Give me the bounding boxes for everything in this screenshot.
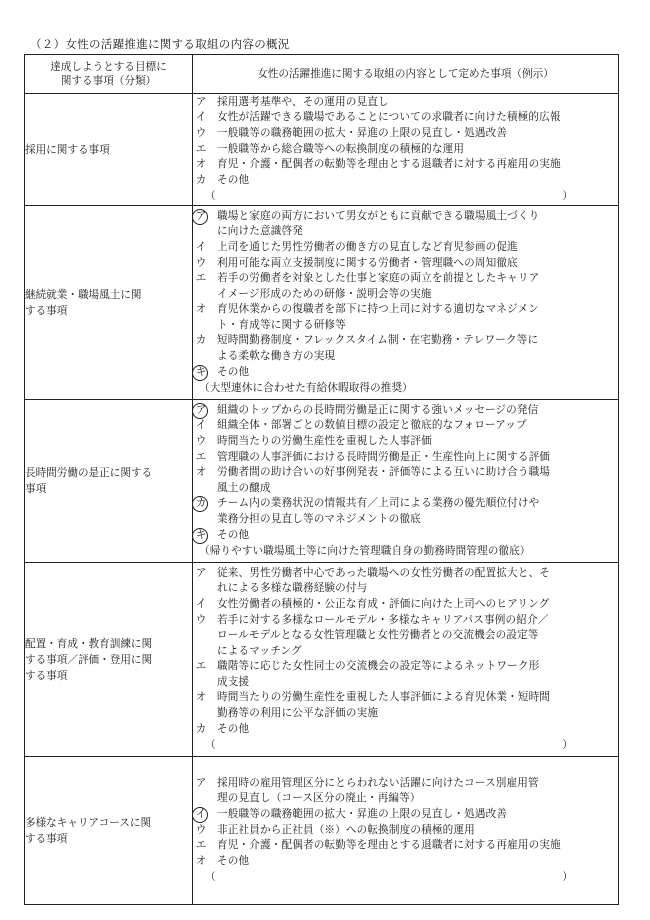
- item-text: [217, 807, 618, 823]
- item-letter-text: ア: [195, 403, 207, 416]
- circled-letter: [193, 209, 209, 225]
- measure-item: [193, 95, 618, 111]
- item-letter: [193, 838, 209, 854]
- item-letter: [193, 256, 209, 272]
- table-header-row: [25, 55, 619, 94]
- measure-item: [193, 450, 618, 466]
- item-letter: [193, 142, 209, 158]
- item-letter-text: ウ: [195, 435, 207, 448]
- measure-item: [193, 110, 618, 126]
- measures-cell: [193, 757, 619, 905]
- other-note-blank: [193, 737, 573, 753]
- category-line: 採用に関する事項: [25, 143, 110, 156]
- circled-letter: [193, 403, 209, 419]
- item-line: 短時間勤務制度・フレックスタイム制・在宅勤務・テレワーク等に: [217, 334, 539, 347]
- item-text: [217, 209, 618, 240]
- measure-item: [193, 613, 618, 660]
- item-letter-text: イ: [195, 419, 207, 432]
- measure-item: [193, 256, 618, 272]
- category-line: 配置・育成・教育訓練に関: [25, 637, 153, 650]
- measure-item: [193, 173, 618, 189]
- other-note-blank: [193, 188, 573, 204]
- item-line: 職場と家庭の両方において男女がともに貢献できる職場風土づくり: [217, 209, 540, 222]
- item-text: [217, 157, 618, 173]
- category-cell: [25, 206, 193, 400]
- header-category-line: 関する事項（分類）: [60, 75, 157, 87]
- item-letter-text: オ: [195, 691, 207, 704]
- other-note-text: （帰りやすい職場風土等に向けた管理職自身の勤務時間管理の徹底）: [199, 545, 531, 558]
- item-line: 一般職等の職務範囲の拡大・昇進の上限の見直し・処遇改善: [217, 807, 508, 820]
- item-text: [217, 823, 618, 839]
- measure-item: [193, 418, 618, 434]
- item-line: 利用可能な両立支援制度に関する労働者・管理職への周知徹底: [217, 256, 518, 269]
- item-line: 職階等に応じた女性同士の交流機会の設定等によるネットワーク形: [217, 660, 540, 673]
- category-line: 長時間労働の是正に関する: [25, 467, 153, 479]
- item-text: [217, 365, 618, 381]
- item-letter-text: キ: [195, 528, 207, 541]
- item-letter-text: オ: [195, 158, 207, 171]
- item-letter: [193, 271, 209, 287]
- measure-item: [193, 209, 618, 240]
- item-line: 時間当たりの労働生産性を重視した人事評価: [217, 435, 432, 448]
- category-line: する事項: [25, 669, 68, 682]
- item-line: その他: [217, 173, 250, 186]
- header-category-cell: [25, 55, 193, 94]
- selection-circle-icon: [192, 496, 208, 512]
- item-line: ロールモデルとなる女性管理職と女性労働者との交流機会の設定等: [217, 629, 539, 642]
- measure-item: [193, 528, 618, 544]
- item-line: その他: [217, 722, 250, 735]
- item-text: [217, 659, 618, 690]
- item-letter: [193, 302, 209, 318]
- item-text: [217, 256, 618, 272]
- circled-letter: [193, 365, 209, 381]
- selection-circle-icon: [192, 403, 208, 419]
- item-letter: [193, 722, 209, 738]
- item-letter: [193, 776, 209, 792]
- item-line: 非正社員から正社員（※）への転換制度の積極的運用: [217, 823, 475, 836]
- item-line: 風土の醸成: [217, 481, 271, 494]
- note-close-paren: ）: [562, 190, 573, 203]
- item-line: 業務分担の見直し等のマネジメントの徹底: [217, 512, 421, 525]
- measure-item: [193, 240, 618, 256]
- category-line: する事項: [25, 304, 68, 317]
- measure-item: [193, 838, 618, 854]
- item-text: [217, 126, 618, 142]
- selection-circle-icon: [192, 209, 208, 225]
- item-text: [217, 110, 618, 126]
- measure-item: [193, 776, 618, 807]
- item-text: [217, 450, 618, 466]
- measure-item: [193, 659, 618, 690]
- item-line: 採用選考基準や、その運用の見直し: [217, 95, 389, 108]
- item-line: 若手に対する多様なロールモデル・多様なキャリアパス事例の紹介／: [217, 613, 549, 626]
- item-line: 一般職等から総合職等への転換制度の積極的な運用: [217, 142, 465, 155]
- item-text: [217, 240, 618, 256]
- item-letter: [193, 333, 209, 349]
- measure-item: [193, 365, 618, 381]
- measure-item: [193, 823, 618, 839]
- item-line: によるマッチング: [217, 644, 302, 657]
- item-letter: [193, 823, 209, 839]
- item-text: [217, 333, 618, 364]
- item-line: 女性が活躍できる職場であることについての求職者に向けた積極的広報: [217, 111, 561, 124]
- item-line: よる柔軟な働き方の実現: [217, 350, 336, 363]
- item-letter-text: カ: [195, 334, 207, 347]
- item-text: [217, 566, 618, 597]
- item-line: 従来、男性労働者中心であった職場への女性労働者の配置拡大と、そ: [217, 566, 550, 579]
- item-line: 勤務等の利用に公平な評価の実施: [217, 707, 379, 720]
- measure-item: [193, 597, 618, 613]
- measure-item: [193, 690, 618, 721]
- selection-circle-icon: [192, 528, 208, 544]
- item-text: [217, 95, 618, 111]
- item-line: 育児・介護・配偶者の転勤等を理由とする退職者に対する再雇用の実施: [217, 839, 561, 852]
- item-text: [217, 302, 618, 333]
- section-title: （２）女性の活躍推進に関する取組の内容の概況: [30, 37, 290, 51]
- item-text: [217, 613, 618, 660]
- item-text: [217, 173, 618, 189]
- item-letter: [193, 418, 209, 434]
- item-letter-text: イ: [195, 597, 207, 610]
- item-text: [217, 271, 618, 302]
- item-letter-text: キ: [195, 365, 207, 378]
- item-line: 女性労働者の積極的・公正な育成・評価に向けた上司へのヒアリング: [217, 597, 550, 610]
- item-letter-text: ア: [195, 95, 207, 108]
- item-text: [217, 776, 618, 807]
- circled-letter: [193, 528, 209, 544]
- item-letter-text: エ: [195, 142, 207, 155]
- item-letter: [193, 613, 209, 629]
- item-letter-text: ウ: [195, 613, 207, 626]
- circled-letter: [193, 496, 209, 512]
- item-letter: [193, 597, 209, 613]
- item-line: ト・育成等に関する研修等: [217, 318, 346, 331]
- note-open-paren: （: [205, 871, 216, 884]
- table-row: [25, 563, 619, 757]
- header-measures-cell: 女性の活躍推進に関する取組の内容として定めた事項（例示）: [193, 55, 619, 94]
- category-line: 継続就業・職場風土に関: [25, 288, 142, 301]
- item-letter: [193, 566, 209, 582]
- item-letter: [193, 450, 209, 466]
- item-letter-text: エ: [195, 839, 207, 852]
- note-open-paren: （: [205, 190, 216, 203]
- item-letter-text: ア: [195, 209, 207, 222]
- item-letter-text: イ: [195, 240, 207, 253]
- item-line: その他: [217, 528, 250, 541]
- measure-item: [193, 434, 618, 450]
- measure-item: [193, 126, 618, 142]
- item-letter-text: カ: [195, 722, 207, 735]
- item-line: 採用時の雇用管理区分にとらわれない活躍に向けたコース別雇用管: [217, 776, 539, 789]
- item-line: 組織全体・部署ごとの数値目標の設定と徹底的なフォローアップ: [217, 419, 527, 432]
- item-text: [217, 496, 618, 527]
- category-line: する事項／評価・登用に関: [25, 653, 153, 666]
- item-letter: [193, 690, 209, 706]
- selection-circle-icon: [192, 807, 208, 823]
- item-text: [217, 690, 618, 721]
- item-letter-text: カ: [195, 497, 207, 510]
- item-line: その他: [217, 365, 250, 378]
- item-letter-text: オ: [195, 466, 207, 479]
- item-line: 組織のトップからの長時間労働是正に関する強いメッセージの発信: [217, 403, 539, 416]
- table-row: [25, 94, 619, 206]
- selection-circle-icon: [192, 365, 208, 381]
- item-line: 管理職の人事評価における長時間労働是正・生産性向上に関する評価: [217, 450, 551, 463]
- item-letter: [193, 157, 209, 173]
- item-text: [217, 597, 618, 613]
- item-letter: [193, 434, 209, 450]
- table-row: [25, 206, 619, 400]
- item-letter-text: ア: [195, 776, 207, 789]
- item-line: れによる多様な職務経験の付与: [217, 582, 368, 595]
- item-text: [217, 838, 618, 854]
- item-line: 時間当たりの労働生産性を重視した人事評価による育児休業・短時間: [217, 691, 551, 704]
- measures-cell: [193, 400, 619, 563]
- measures-cell: [193, 206, 619, 400]
- item-line: その他: [217, 854, 250, 867]
- item-line: 労働者間の助け合いの好事例発表・評価等による互いに助け合う職場: [217, 466, 551, 479]
- measure-item: [193, 271, 618, 302]
- item-line: 若手の労働者を対象とした仕事と家庭の両立を前提としたキャリア: [217, 272, 540, 285]
- item-text: [217, 722, 618, 738]
- table-row: [25, 757, 619, 905]
- measure-item: [193, 566, 618, 597]
- item-letter: [193, 465, 209, 481]
- item-letter-text: オ: [195, 303, 207, 316]
- measure-item: [193, 465, 618, 496]
- item-text: [217, 403, 618, 419]
- item-text: [217, 418, 618, 434]
- item-letter-text: ア: [195, 566, 207, 579]
- item-letter: [193, 854, 209, 870]
- category-line: 多様なキャリアコースに関: [25, 816, 152, 829]
- category-line: 事項: [25, 483, 47, 495]
- item-letter: [193, 173, 209, 189]
- measures-cell: [193, 563, 619, 757]
- item-text: [217, 528, 618, 544]
- item-line: に向けた意識啓発: [217, 225, 303, 238]
- category-cell: [25, 757, 193, 905]
- item-letter-text: ウ: [195, 126, 207, 139]
- item-line: 理の見直し（コース区分の廃止・再編等）: [217, 792, 421, 805]
- item-line: 育児・介護・配偶者の転勤等を理由とする退職者に対する再雇用の実施: [217, 158, 561, 171]
- item-letter-text: エ: [195, 272, 207, 285]
- item-letter: [193, 110, 209, 126]
- item-line: 上司を通じた男性労働者の働き方の見直しなど育児参画の促進: [217, 240, 518, 253]
- measures-table: [24, 54, 619, 905]
- item-letter: [193, 240, 209, 256]
- item-letter-text: エ: [195, 660, 207, 673]
- item-line: 成支援: [217, 675, 250, 688]
- item-line: イメージ形成のための研修・説明会等の実施: [217, 287, 432, 300]
- category-cell: [25, 563, 193, 757]
- note-close-paren: ）: [562, 739, 573, 752]
- item-line: 一般職等の職務範囲の拡大・昇進の上限の見直し・処遇改善: [217, 126, 508, 139]
- measure-item: [193, 302, 618, 333]
- item-letter-text: イ: [195, 111, 207, 124]
- item-letter-text: ウ: [195, 256, 207, 269]
- item-letter: [193, 659, 209, 675]
- item-text: [217, 465, 618, 496]
- measure-item: [193, 854, 618, 870]
- measures-cell: [193, 94, 619, 206]
- other-note-text: （大型連休に合わせた有給休暇取得の推奨）: [199, 382, 413, 395]
- measure-item: [193, 403, 618, 419]
- category-line: する事項: [25, 832, 68, 845]
- item-text: [217, 434, 618, 450]
- item-letter-text: イ: [195, 807, 207, 820]
- item-line: チーム内の業務状況の情報共有／上司による業務の優先順位付けや: [217, 497, 540, 510]
- measure-item: [193, 496, 618, 527]
- item-line: 育児休業からの復職者を部下に持つ上司に対する適切なマネジメン: [217, 303, 539, 316]
- header-category-line: 達成しようとする目標に: [50, 61, 167, 73]
- other-note-blank: [193, 869, 573, 885]
- item-text: [217, 142, 618, 158]
- category-cell: [25, 400, 193, 563]
- item-text: [217, 854, 618, 870]
- measure-item: [193, 722, 618, 738]
- measure-item: [193, 333, 618, 364]
- circled-letter: [193, 807, 209, 823]
- item-letter: [193, 95, 209, 111]
- item-letter-text: エ: [195, 450, 207, 463]
- measure-item: [193, 142, 618, 158]
- category-cell: [25, 94, 193, 206]
- note-open-paren: （: [205, 739, 216, 752]
- measure-item: [193, 157, 618, 173]
- item-letter-text: カ: [195, 173, 207, 186]
- table-row: [25, 400, 619, 563]
- item-letter-text: オ: [195, 854, 207, 867]
- note-close-paren: ）: [562, 871, 573, 884]
- item-letter-text: ウ: [195, 823, 207, 836]
- measure-item: [193, 807, 618, 823]
- item-letter: [193, 126, 209, 142]
